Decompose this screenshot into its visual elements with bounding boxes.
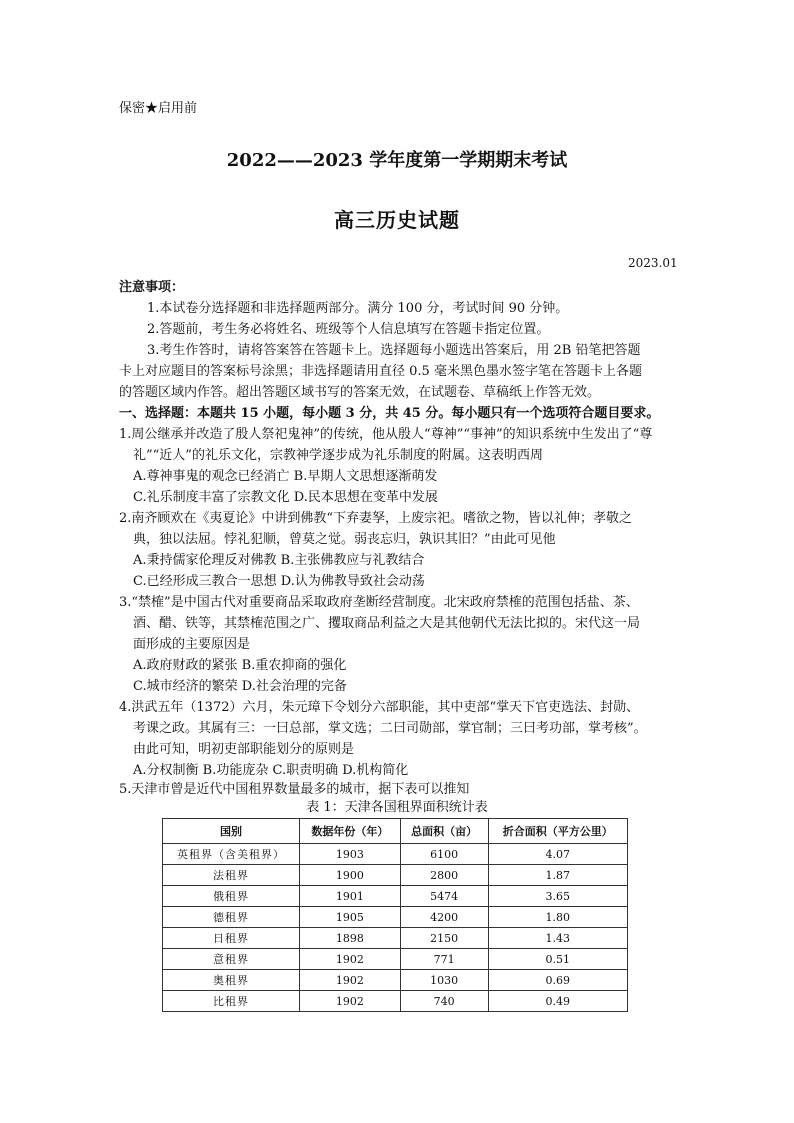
table-cell: 1030: [400, 970, 488, 991]
table-cell: 0.51: [488, 949, 627, 970]
table-cell: 1902: [300, 949, 401, 970]
table-row: [163, 886, 628, 907]
note-item: 1.本试卷分选择题和非选择题两部分。满分 100 分，考试时间 90 分钟。: [147, 301, 569, 316]
question-3-options: C.城市经济的繁荣 D.社会治理的完备: [133, 679, 347, 694]
table-row: [163, 949, 628, 970]
table-row: [163, 844, 628, 865]
concession-area-table: [162, 818, 628, 1012]
exam-date: 2023.01: [628, 256, 678, 270]
table-cell: 日租界: [163, 928, 300, 949]
table-cell: 2150: [400, 928, 488, 949]
column-header: 国别: [163, 819, 300, 844]
note-item-continuation: 的答题区域内作答。超出答题区域书写的答案无效，在试题卷、草稿纸上作答无效。: [119, 385, 601, 400]
column-header: 数据年份（年）: [300, 819, 401, 844]
table-cell: 1905: [300, 907, 401, 928]
table-cell: 比租界: [163, 991, 300, 1012]
table-cell: 0.49: [488, 991, 627, 1012]
column-header: 折合面积（平方公里）: [488, 819, 627, 844]
table-cell: 4.07: [488, 844, 627, 865]
question-3-options: A.政府财政的紧张 B.重农抑商的强化: [133, 658, 347, 673]
table-row: [163, 865, 628, 886]
table-cell: 1902: [300, 970, 401, 991]
question-1-options: A.尊神事鬼的观念已经消亡 B.早期人文思想逐渐萌发: [133, 469, 438, 484]
table-cell: 1.87: [488, 865, 627, 886]
question-1-stem: 1.周公继承并改造了殷人祭祀鬼神”的传统，他从殷人“尊神”“事神”的知识系统中生发出了“尊: [119, 427, 653, 442]
question-4-options: A.分权制衡 B.功能庞杂 C.职责明确 D.机构简化: [133, 763, 409, 778]
table-cell: 0.69: [488, 970, 627, 991]
table-cell: 3.65: [488, 886, 627, 907]
question-4-stem: 4.洪武五年（1372）六月，朱元璋下令划分六部职能，其中吏部“掌天下官吏选法、封勋、: [119, 700, 640, 715]
table-cell: 法租界: [163, 865, 300, 886]
note-item: 3.考生作答时，请将答案答在答题卡上。选择题每小题选出答案后，用 2B 铅笔把答题: [147, 343, 641, 358]
table-cell: 1.43: [488, 928, 627, 949]
table-cell: 俄租界: [163, 886, 300, 907]
note-item: 2.答题前，考生务必将姓名、班级等个人信息填写在答题卡指定位置。: [147, 322, 550, 337]
question-5-stem: 5.天津市曾是近代中国租界数量最多的城市，据下表可以推知: [119, 782, 470, 797]
table-cell: 1.80: [488, 907, 627, 928]
table-cell: 5474: [400, 886, 488, 907]
table-cell: 4200: [400, 907, 488, 928]
table-row: [163, 970, 628, 991]
table-cell: 740: [400, 991, 488, 1012]
question-3-stem: 面形成的主要原因是: [133, 637, 251, 652]
question-2-stem: 2.南齐顾欢在《夷夏论》中讲到佛教“下弃妻孥，上废宗祀。嗜欲之物，皆以礼伸；孝敬之: [119, 511, 633, 526]
section-heading: 一、选择题：本题共 15 小题，每小题 3 分，共 45 分。每小题只有一个选项符合题目要求。: [119, 406, 660, 421]
table-row: [163, 928, 628, 949]
column-header: 总面积（亩）: [400, 819, 488, 844]
table-cell: 771: [400, 949, 488, 970]
exam-title: 2022——2023 学年度第一学期期末考试: [226, 150, 568, 171]
table-cell: 1903: [300, 844, 401, 865]
table-cell: 1900: [300, 865, 401, 886]
table-cell: 6100: [400, 844, 488, 865]
confidential-label: 保密★启用前: [119, 101, 198, 116]
table-cell: 1898: [300, 928, 401, 949]
question-2-stem: 典，独以法屈。悖礼犯顺，曾莫之觉。弱丧忘归，孰识其旧？”由此可见他: [133, 532, 556, 547]
table-cell: 1902: [300, 991, 401, 1012]
notes-heading: 注意事项：: [119, 280, 185, 295]
table-cell: 1901: [300, 886, 401, 907]
table-cell: 英租界（含美租界）: [163, 844, 300, 865]
question-2-options: A.秉持儒家伦理反对佛教 B.主张佛教应与礼教结合: [133, 553, 425, 568]
table-row: [163, 907, 628, 928]
question-1-options: C.礼乐制度丰富了宗教文化 D.民本思想在变革中发展: [133, 490, 438, 505]
question-3-stem: 3.“禁榷”是中国古代对重要商品采取政府垄断经营制度。北宋政府禁榷的范围包括盐、茶、: [119, 595, 639, 610]
table-cell: 奥租界: [163, 970, 300, 991]
question-2-options: C.已经形成三教合一思想 D.认为佛教导致社会动荡: [133, 574, 425, 589]
note-item-continuation: 卡上对应题目的答案标号涂黑；非选择题请用直径 0.5 毫米黑色墨水签字笔在答题卡上各题: [119, 364, 642, 379]
table-caption: 表 1：天津各国租界面积统计表: [306, 800, 488, 815]
table-cell: 德租界: [163, 907, 300, 928]
table-header-row: [163, 819, 628, 844]
question-1-stem: 礼”“近人”的礼乐文化，宗教神学逐步成为礼乐制度的附属。这表明西周: [133, 448, 543, 463]
table-cell: 2800: [400, 865, 488, 886]
table-row: [163, 991, 628, 1012]
question-4-stem: 考课之政。其属有三：一曰总部，掌文选；二曰司勋部，掌官制；三曰考功部，掌考核”。: [133, 721, 647, 736]
question-4-stem: 由此可知，明初吏部职能划分的原则是: [133, 742, 355, 757]
question-3-stem: 酒、醋、铁等，其禁榷范围之广、攫取商品利益之大是其他朝代无法比拟的。宋代这一局: [133, 616, 641, 631]
exam-subtitle: 高三历史试题: [334, 208, 460, 232]
table-cell: 意租界: [163, 949, 300, 970]
